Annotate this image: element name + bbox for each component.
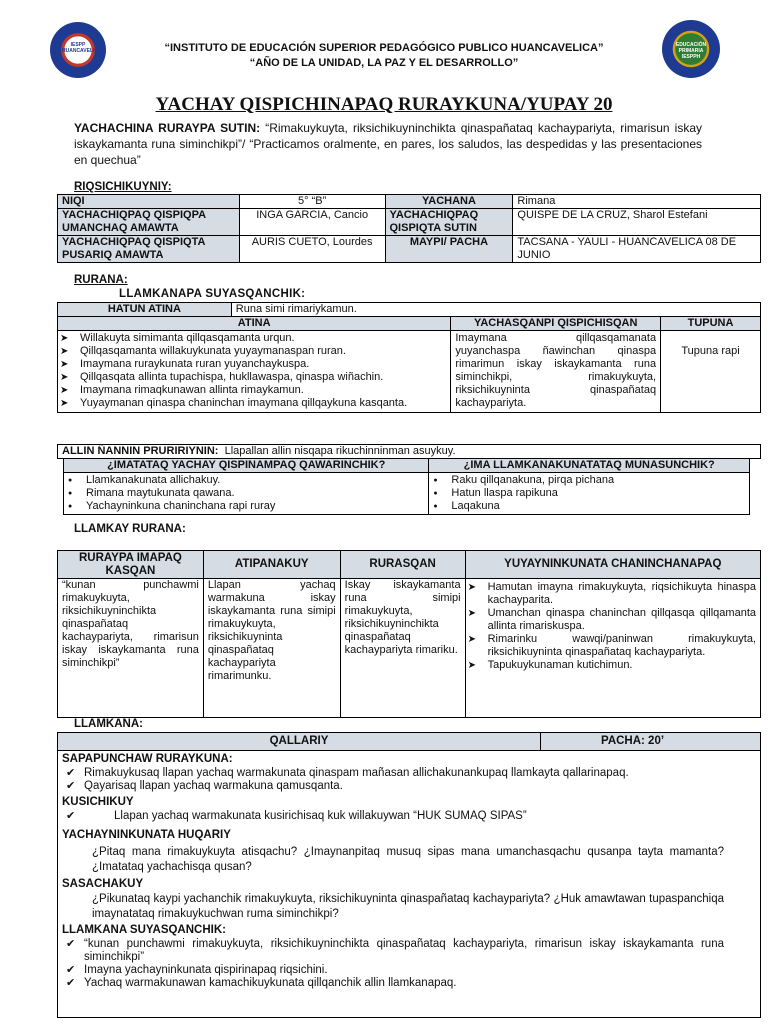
list-item: ➤ Hamutan imayna rimakuykuyta, riqsichikuyta hinaspa kachayparita. (466, 581, 756, 607)
list-item: ➤ Umanchan qinaspa chaninchan qillqasqa qillqamanta allinta rimariskuspa. (466, 607, 756, 633)
list-item: ➤ Qillqasqata allinta tupachispa, hukllawaspa, qinaspa wiñachin. (58, 371, 446, 384)
info-value: TACSANA - YAULI - HUANCAVELICA 08 DE JUNIO (513, 236, 761, 263)
list-item: ➤ Imaymana rimaqkunawan allinta rimaykamun. (58, 384, 446, 397)
list-item: ✔ “kunan punchawmi rimakuykuyta, riksichikuyninchikta qinaspañataq kachaypariyta, rimarisun iskay iskaykamanta runa siminchikpi” (62, 938, 724, 964)
info-row (58, 236, 761, 263)
list-item: ➤ Imaymana ruraykunata ruran yuyanchaykuspa. (58, 358, 446, 371)
header-year-motto: “AÑO DE LA UNIDAD, LA PAZ Y EL DESARROLLO” (249, 57, 519, 69)
list-item: ● Rimana maytukunata qawana. (64, 487, 424, 500)
allin-value: Llapallan allin nisqapa rikuchinninman asuykuy. (224, 445, 456, 457)
info-table (57, 194, 761, 263)
info-value: QUISPE DE LA CRUZ, Sharol Estefani (513, 209, 761, 236)
allin-row (58, 445, 761, 459)
atina-cell (58, 331, 451, 413)
page-title: YACHAY QISPICHINAPAQ RURAYKUNA/YUPAY 20 (155, 94, 613, 115)
right-logo-text: EDUCACIÓN PRIMARIA IESPPH (675, 42, 707, 60)
atipanakuy-cell: Llapan yachaq warmakuna iskay iskaykamanta runa simipi rimakuykuyta, riksichikuyninta qinaspañataq kachaypariyta rimarimunku. (203, 579, 340, 718)
list-item: ● Llamkanakunata allichakuy. (64, 474, 424, 487)
col-ruraypa: RURAYPA IMAPAQ KASQAN (58, 551, 204, 579)
list-item: ✔ Yachaq warmakunawan kamachikuykunata qillqanchik allin llamkanapaq. (62, 977, 724, 990)
evaluation-table (57, 550, 761, 718)
list-item: ● Yachayninkuna chaninchana rapi ruray (64, 500, 424, 513)
session-box (57, 732, 761, 1018)
llamkana-label: LLAMKANA: (74, 718, 143, 730)
ruraypa-cell: “kunan punchawmi rimakuykuyta, riksichikuyninchikta qinaspañataq kachaypariyta, rimarisun iskay iskaykamanta runa siminchikpi” (58, 579, 204, 718)
resources-table (63, 458, 750, 515)
list-item: ● Raku qillqanakuna, pirqa pichana (429, 474, 745, 487)
col-atipanakuy: ATIPANAKUY (203, 551, 340, 579)
rurana-sub: LLAMKANAPA SUYASQANCHIK: (119, 288, 306, 300)
rurana-label: RURANA: (74, 274, 128, 286)
allin-label: ALLIN ÑANNIN PRURIRIYNIN: (62, 445, 219, 457)
col-chaninchanapaq: YUYAYNINKUNATA CHANINCHANAPAQ (465, 551, 760, 579)
rurasqan-cell: Iskay iskaykamanta runa simipi rimakuykuyta, riksichikuyninchikta qinaspañataq kachaypariyta rimariku. (340, 579, 465, 718)
list-item: ✔ Qayarisaq llapan yachaq warmakuna qamusqanta. (62, 780, 724, 793)
col-qawarinchik: ¿IMATATAQ YACHAY QISPINAMPAQ QAWARINCHIK? (64, 459, 429, 473)
list-item: ● Hatun llaspa rapikuna (429, 487, 745, 500)
qawarinchik-cell (64, 473, 429, 515)
info-label: YACHACHIQPAQ QISPIQTA PUSARIQ AMAWTA (58, 236, 240, 263)
list-item: ✔ Imayna yachayninkunata qispirinapaq riqsichini. (62, 964, 724, 977)
activity-name-text: “Rimakuykuyta, riksichikuyninchikta qinaspañataq kachaypariyta, rimarisun iskay iskaykamanta runa siminchikpi”/ “Practicamos oralmente, en pares, los saludos, las despedidas y las presentaciones en quechua” (74, 121, 703, 167)
section-text: ¿Pikunataq kaypi yachanchik rimakuykuyta, riksichikuyninta qinaspañataq kachaypariyta? ¿Huk amawtawan tupaspanchiqa imaynatataq rimakuykuchwan ruma siminchikpi? (92, 893, 724, 920)
col-munasunchik: ¿IMA LLAMKANAKUNATATAQ MUNASUNCHIK? (429, 459, 750, 473)
section-text: ¿Pitaq mana rimakuykuyta atisqachu? ¿Imaynanpitaq musuq sipas mana umanchasqachu qusanpa tayta mamanta? ¿Imatataq yachachisqa qusan? (92, 846, 724, 873)
approach-table (57, 444, 761, 459)
section-title: YACHAYNINKUNATA HUQARIY (62, 829, 231, 841)
list-item: ➤ Yuyaymanan qinaspa chaninchan imaymana qillqaykuna kasqanta. (58, 397, 446, 410)
activity-name (74, 120, 702, 168)
col-yachasqanpi: YACHASQANPI QISPICHISQAN (451, 317, 661, 331)
tupuna-cell: Tupuna rapi (661, 331, 761, 413)
hatun-atina-value: Runa simi rimariykamun. (231, 303, 760, 317)
info-label: YACHACHIQPAQ QISPIQPA UMANCHAQ AMAWTA (58, 209, 240, 236)
header-institution: “INSTITUTO DE EDUCACIÓN SUPERIOR PEDAGÓGICO PUBLICO HUANCAVELICA” (164, 42, 604, 54)
info-label: YACHACHIQPAQ QISPIQTA SUTIN (385, 209, 513, 236)
session-header (58, 733, 760, 751)
list-item: ➤ Qillqasqamanta willakuykunata yuyaymanaspan ruran. (58, 345, 446, 358)
info-row (58, 195, 761, 209)
riqsichikuyniy-label: RIQSICHIKUYNIY: (74, 181, 172, 193)
info-label: YACHANA (385, 195, 513, 209)
list-item: ➤ Rimarinku wawqi/paninwan rimakuykuyta, riksichikuyninta qinaspañataq kachaypariyta. (466, 633, 756, 659)
info-value: INGA GARCIA, Cancio (239, 209, 385, 236)
info-label: MAYPI/ PACHA (385, 236, 513, 263)
section-title: LLAMKANA SUYASQANCHIK: (62, 924, 226, 936)
col-qallariy: QALLARIY (58, 733, 541, 750)
info-row (58, 209, 761, 236)
list-item: ✔ Rimakuykusaq llapan yachaq warmakunata qinaspam mañasan allichakunankupaq llamkayta qallarinapaq. (62, 767, 724, 780)
section-title: SAPAPUNCHAW RURAYKUNA: (62, 753, 233, 765)
munasunchik-cell (429, 473, 750, 515)
chaninchanapaq-cell (465, 579, 760, 718)
activity-name-label: YACHACHINA RURAYPA SUTIN: (74, 121, 261, 135)
col-atina: ATINA (58, 317, 451, 331)
info-label: NIQI (58, 195, 240, 209)
section-title: KUSICHIKUY (62, 796, 134, 808)
session-body (58, 751, 760, 990)
col-tupuna: TUPUNA (661, 317, 761, 331)
col-rurasqan: RURASQAN (340, 551, 465, 579)
info-value: 5° “B” (239, 195, 385, 209)
llamkay-label: LLAMKAY RURANA: (74, 523, 186, 535)
col-pacha: PACHA: 20’ (541, 733, 760, 750)
list-item: ✔ Llapan yachaq warmakunata kusirichisaq kuk willakuywan “HUK SUMAQ SIPAS” (62, 810, 724, 823)
hatun-atina-label: HATUN ATINA (58, 303, 232, 317)
list-item: ➤ Tapukuykunaman kutichimun. (466, 659, 756, 672)
list-item: ➤ Willakuyta simimanta qillqasqamanta urqun. (58, 332, 446, 345)
list-item: ● Laqakuna (429, 500, 745, 513)
competence-table (57, 302, 761, 413)
info-value: Rimana (513, 195, 761, 209)
info-value: AURIS CUETO, Lourdes (239, 236, 385, 263)
yachasqanpi-cell: Imaymana qillqasqamanata yuyanchaspa ñawinchan qinaspa rimarimun iskay iskaykamanta runa siminchikpi, rimakuykuyta, riksichikuyninta qinaspañataq kachaypariyta. (451, 331, 661, 413)
left-logo-text: IESPP HUANCAVELICA (62, 42, 102, 54)
section-title: SASACHAKUY (62, 878, 144, 890)
